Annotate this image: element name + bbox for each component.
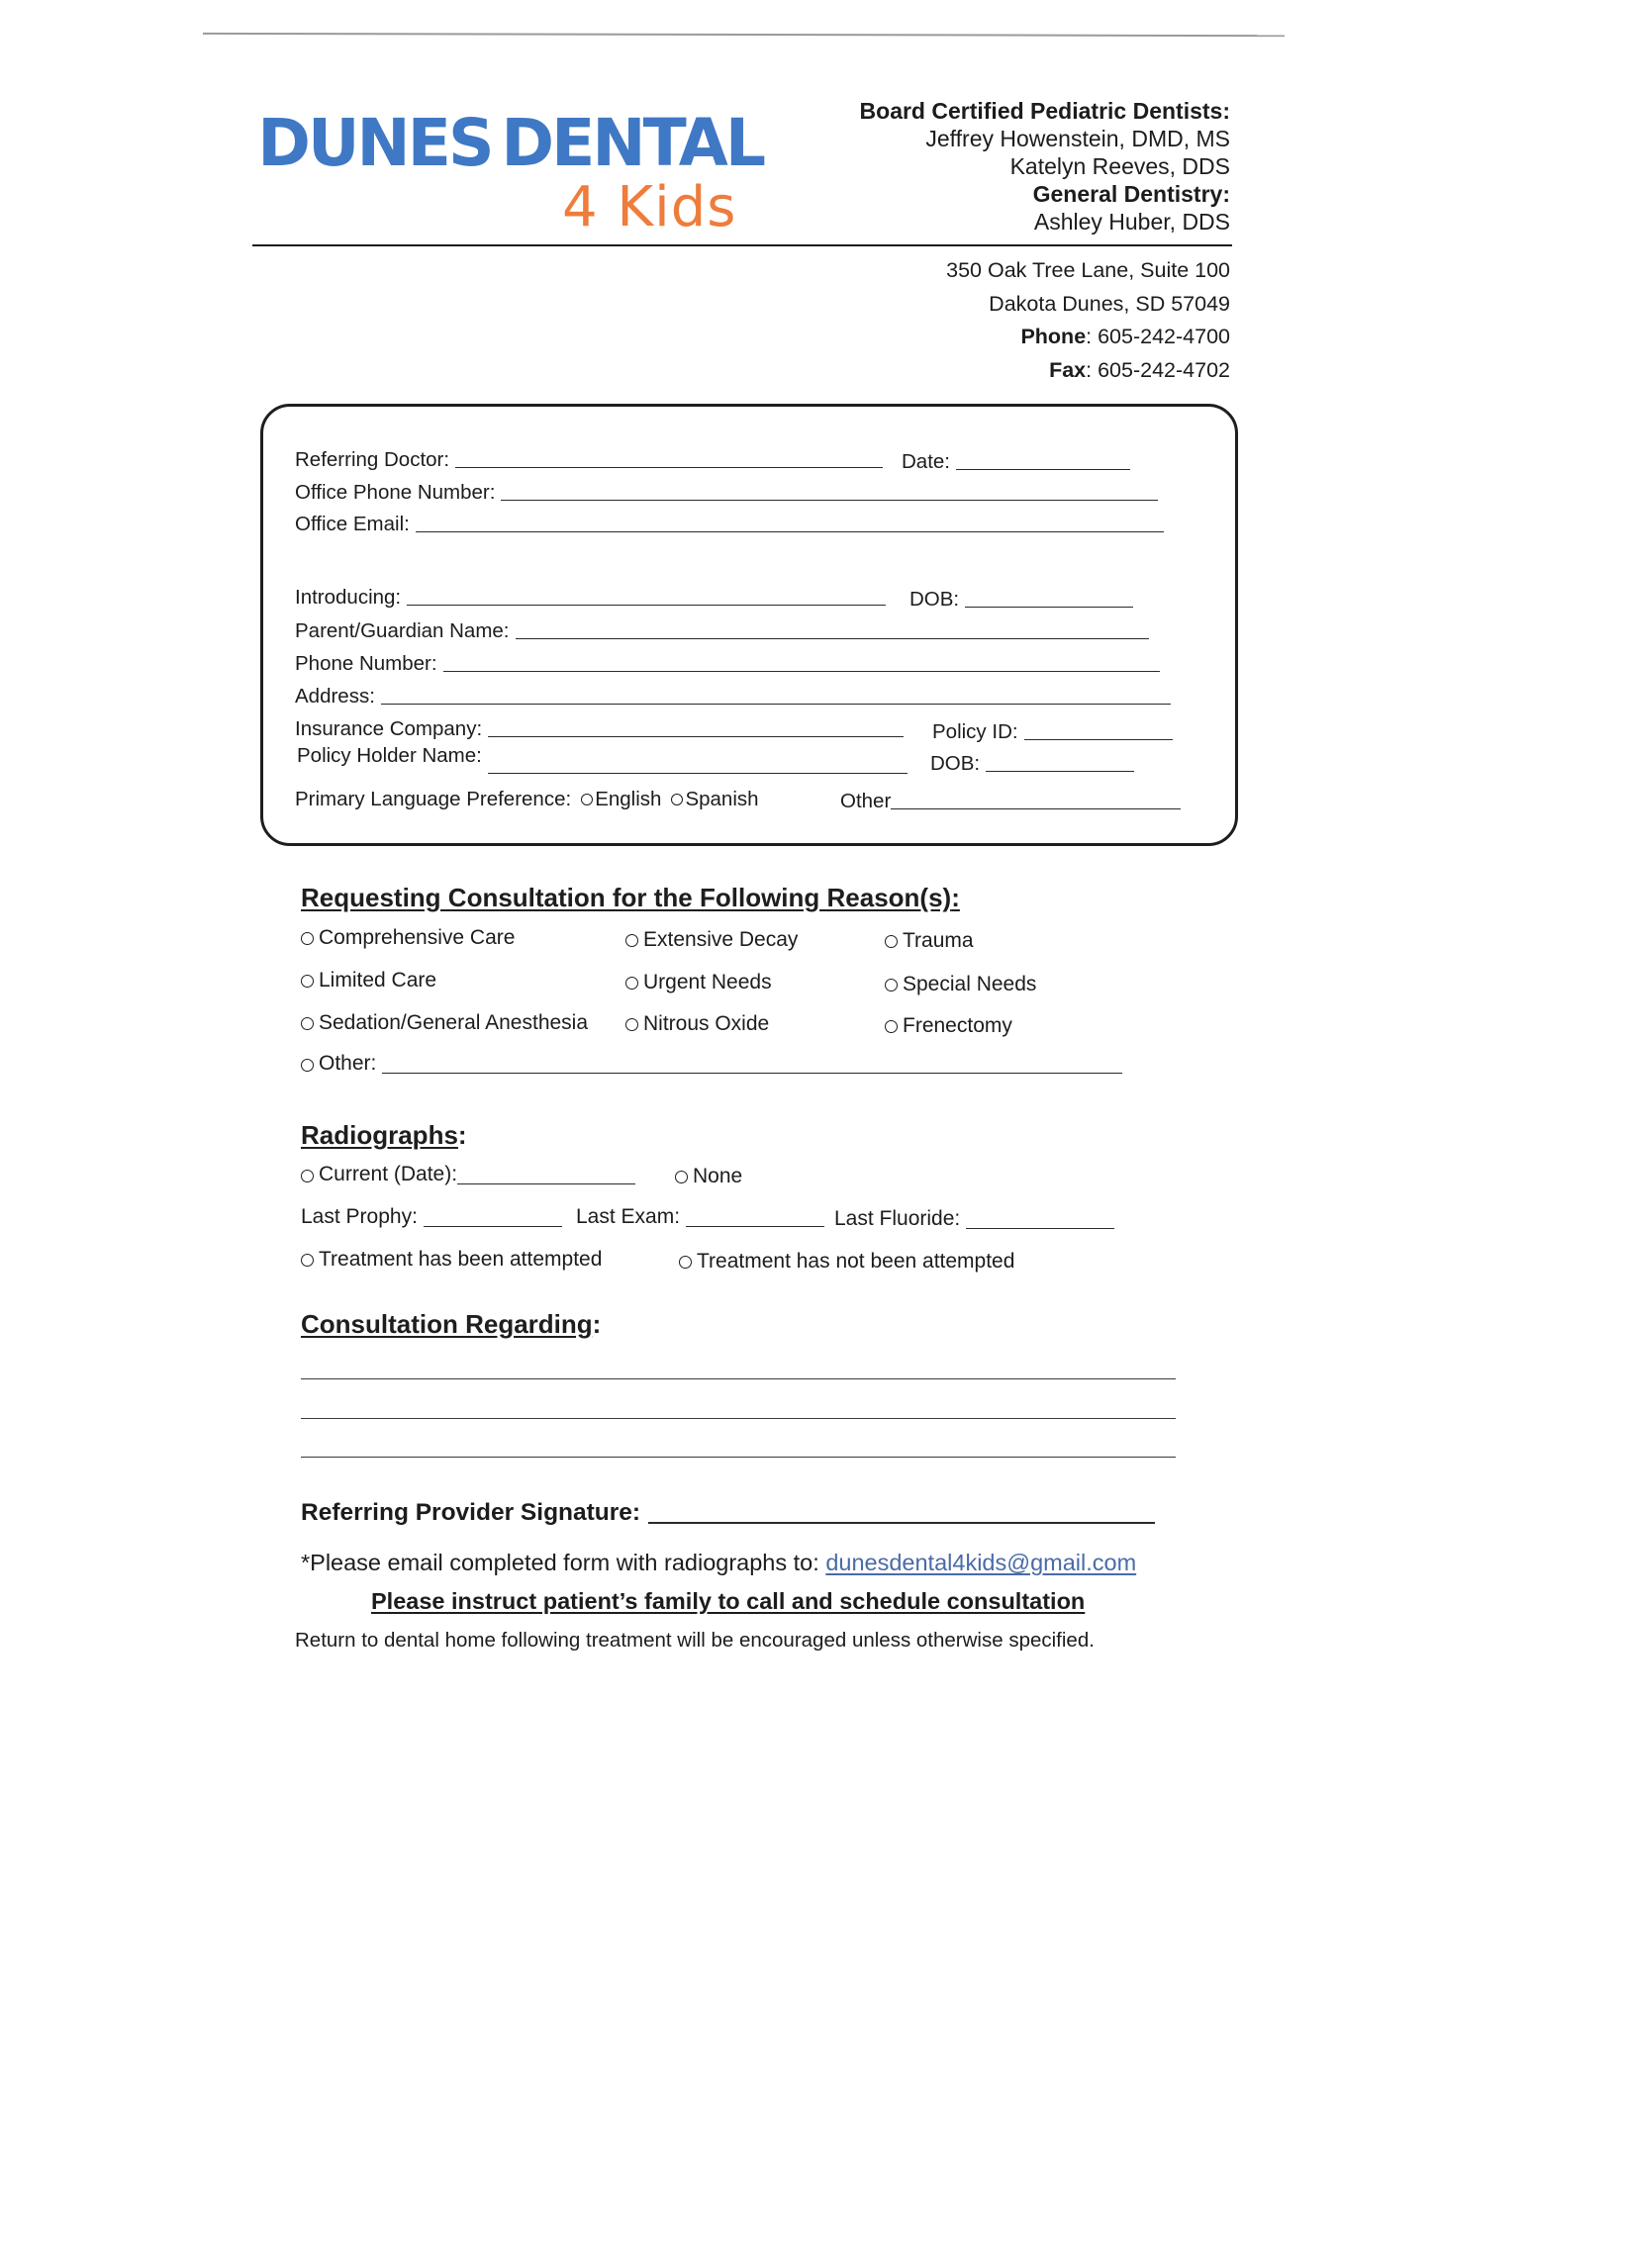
phone-line: [946, 321, 1230, 354]
parent-guardian-input[interactable]: [516, 637, 1149, 639]
treatment-attempted-option[interactable]: [301, 1248, 602, 1272]
phone-number-input[interactable]: [443, 670, 1160, 672]
introducing-input[interactable]: [407, 604, 886, 606]
policy-id-label: Policy ID:: [932, 720, 1018, 743]
insurance-company-label: Insurance Company:: [295, 717, 483, 740]
phone-number-field[interactable]: [295, 652, 1160, 676]
radio-icon[interactable]: [625, 977, 638, 990]
header-divider: [252, 244, 1232, 246]
reason-other-label: Other:: [319, 1052, 377, 1075]
referring-doctor-input[interactable]: [455, 466, 883, 468]
radiographs-title: Radiographs: [301, 1120, 458, 1150]
reason-option[interactable]: [301, 969, 436, 992]
logo-wordmark: [257, 105, 764, 181]
office-contact: [946, 254, 1230, 387]
reason-option[interactable]: [301, 926, 515, 950]
language-other-field[interactable]: [840, 790, 1181, 813]
logo-word-dental: DENTAL: [501, 105, 764, 181]
introducing-field[interactable]: [295, 586, 886, 610]
last-prophy-label: Last Prophy:: [301, 1205, 418, 1228]
radio-icon[interactable]: [885, 979, 898, 992]
radio-icon[interactable]: [885, 935, 898, 948]
last-fluoride-field[interactable]: [834, 1207, 1114, 1231]
reason-label: Comprehensive Care: [319, 926, 516, 949]
consultation-line-input[interactable]: [301, 1378, 1176, 1379]
address-field[interactable]: [295, 685, 1171, 709]
referring-doctor-field[interactable]: [295, 448, 883, 472]
radio-icon[interactable]: [301, 932, 314, 945]
radio-icon[interactable]: [679, 1256, 692, 1269]
office-email-input[interactable]: [416, 530, 1164, 532]
reason-option[interactable]: [625, 928, 798, 952]
consultation-line-input[interactable]: [301, 1457, 1176, 1458]
date-label: Date:: [902, 450, 950, 473]
date-field[interactable]: [902, 450, 1130, 474]
radio-icon[interactable]: [301, 1059, 314, 1072]
signature-label: Referring Provider Signature:: [301, 1499, 641, 1526]
language-preference-field: [295, 788, 759, 811]
consultation-title: Consultation Regarding: [301, 1309, 593, 1339]
fax-line: [946, 354, 1230, 388]
schedule-instruction: Please instruct patient’s family to call and schedule consultation: [371, 1588, 1086, 1614]
address-line1: 350 Oak Tree Lane, Suite 100: [946, 258, 1230, 282]
parent-guardian-label: Parent/Guardian Name:: [295, 619, 510, 642]
language-other-input[interactable]: [891, 807, 1181, 809]
last-fluoride-input[interactable]: [966, 1227, 1114, 1229]
email-instruction: [301, 1550, 1136, 1576]
reason-label: Frenectomy: [903, 1014, 1012, 1037]
policy-id-input[interactable]: [1024, 738, 1173, 740]
reason-label: Nitrous Oxide: [643, 1012, 770, 1035]
parent-guardian-field[interactable]: [295, 619, 1149, 643]
reason-label: Urgent Needs: [643, 971, 772, 993]
reason-other-input[interactable]: [382, 1072, 1122, 1074]
radio-icon[interactable]: [675, 1171, 688, 1183]
reason-option[interactable]: [625, 1012, 769, 1036]
radio-icon[interactable]: [301, 1254, 314, 1267]
radiographs-title-colon: :: [457, 1120, 467, 1150]
reason-option[interactable]: [885, 929, 974, 953]
insurance-company-input[interactable]: [488, 735, 904, 737]
dentist-name: Jeffrey Howenstein, DMD, MS: [925, 126, 1230, 151]
dob-input[interactable]: [965, 606, 1133, 608]
reason-label: Special Needs: [903, 973, 1037, 995]
reason-label: Sedation/General Anesthesia: [319, 1011, 589, 1034]
email-link[interactable]: dunesdental4kids@gmail.com: [825, 1550, 1137, 1575]
language-label: Primary Language Preference:: [295, 788, 572, 810]
address-label: Address:: [295, 685, 375, 708]
reasons-heading: [301, 883, 960, 913]
office-email-field[interactable]: [295, 513, 1164, 536]
english-option[interactable]: English: [595, 788, 662, 810]
signature-field[interactable]: [301, 1499, 1155, 1527]
radio-icon[interactable]: [885, 1020, 898, 1033]
reason-option[interactable]: [885, 1014, 1012, 1038]
reason-option[interactable]: [625, 971, 772, 994]
last-exam-field[interactable]: [576, 1205, 824, 1229]
english-radio[interactable]: [581, 794, 593, 805]
treatment-attempted-label: Treatment has been attempted: [319, 1248, 603, 1271]
radiograph-current-label: Current (Date):: [319, 1163, 458, 1185]
office-email-label: Office Email:: [295, 513, 410, 535]
logo-word-dunes: DUNES: [257, 105, 492, 181]
consultation-heading: [301, 1309, 601, 1340]
referring-doctor-label: Referring Doctor:: [295, 448, 450, 471]
radio-icon[interactable]: [301, 975, 314, 988]
address-line2: Dakota Dunes, SD 57049: [989, 291, 1230, 316]
policy-holder-label: Policy Holder Name:: [297, 744, 482, 767]
last-prophy-field[interactable]: [301, 1205, 562, 1229]
radio-icon[interactable]: [625, 1018, 638, 1031]
policy-id-field[interactable]: [932, 720, 1173, 744]
radiographs-heading: [301, 1120, 467, 1151]
insurance-company-field[interactable]: [295, 717, 904, 741]
policy-holder-dob-label: DOB:: [930, 752, 981, 775]
dentist-name: Ashley Huber, DDS: [1033, 209, 1230, 235]
radiograph-date-input[interactable]: [457, 1182, 635, 1184]
signature-input[interactable]: [648, 1521, 1155, 1524]
reason-option[interactable]: [885, 973, 1036, 996]
phone-value: : 605-242-4700: [1086, 325, 1230, 348]
pediatric-heading: Board Certified Pediatric Dentists:: [859, 98, 1230, 124]
dental-home-note: Return to dental home following treatment will be encouraged unless otherwise specified.: [295, 1629, 1095, 1652]
reason-label: Limited Care: [319, 969, 437, 992]
email-instruction-text: *Please email completed form with radiographs to:: [301, 1550, 826, 1575]
phone-label: Phone: [1020, 325, 1087, 348]
reasons-title: Requesting Consultation for the Following Reason(s): [301, 883, 952, 912]
general-heading: General Dentistry:: [1032, 181, 1230, 207]
last-exam-input[interactable]: [686, 1225, 824, 1227]
treatment-not-attempted-label: Treatment has not been attempted: [697, 1250, 1015, 1273]
radiograph-none-label: None: [693, 1165, 743, 1187]
office-phone-field[interactable]: [295, 481, 1158, 505]
policy-holder-input[interactable]: [488, 772, 908, 774]
date-input[interactable]: [956, 468, 1130, 470]
radio-icon[interactable]: [301, 1017, 314, 1030]
consultation-line-input[interactable]: [301, 1418, 1176, 1419]
spanish-option[interactable]: Spanish: [685, 788, 759, 810]
radio-icon[interactable]: [301, 1170, 314, 1182]
radiograph-none-option[interactable]: [675, 1165, 742, 1188]
dob-field[interactable]: [909, 588, 1133, 612]
logo-subtitle: 4 Kids: [562, 175, 737, 239]
dob-label: DOB:: [909, 588, 960, 611]
dentist-name: Katelyn Reeves, DDS: [1009, 153, 1230, 179]
language-other-label: Other: [840, 790, 892, 812]
office-phone-label: Office Phone Number:: [295, 481, 496, 504]
reason-other-field[interactable]: [301, 1052, 1122, 1076]
spanish-radio[interactable]: [671, 794, 683, 805]
last-exam-label: Last Exam:: [576, 1205, 681, 1228]
policy-holder-dob-input[interactable]: [986, 770, 1134, 772]
office-phone-input[interactable]: [501, 499, 1158, 501]
fax-label: Fax: [1049, 357, 1087, 382]
fax-value: : 605-242-4702: [1086, 357, 1230, 382]
treatment-not-attempted-option[interactable]: [679, 1250, 1014, 1274]
reasons-title-colon: :: [951, 883, 960, 912]
radiograph-current-option[interactable]: [301, 1163, 635, 1186]
last-fluoride-label: Last Fluoride:: [834, 1207, 961, 1230]
phone-number-label: Phone Number:: [295, 652, 437, 675]
introducing-label: Introducing:: [295, 586, 402, 609]
last-prophy-input[interactable]: [424, 1225, 562, 1227]
policy-holder-dob-field[interactable]: [930, 752, 1134, 776]
reason-label: Extensive Decay: [643, 928, 799, 951]
reason-label: Trauma: [903, 929, 974, 952]
policy-holder-field[interactable]: [297, 744, 908, 768]
dentists-list: [860, 97, 1230, 236]
top-rule: [203, 33, 1285, 37]
consultation-title-colon: :: [592, 1309, 602, 1339]
reason-option[interactable]: [301, 1011, 588, 1035]
radio-icon[interactable]: [625, 934, 638, 947]
address-input[interactable]: [381, 703, 1171, 705]
